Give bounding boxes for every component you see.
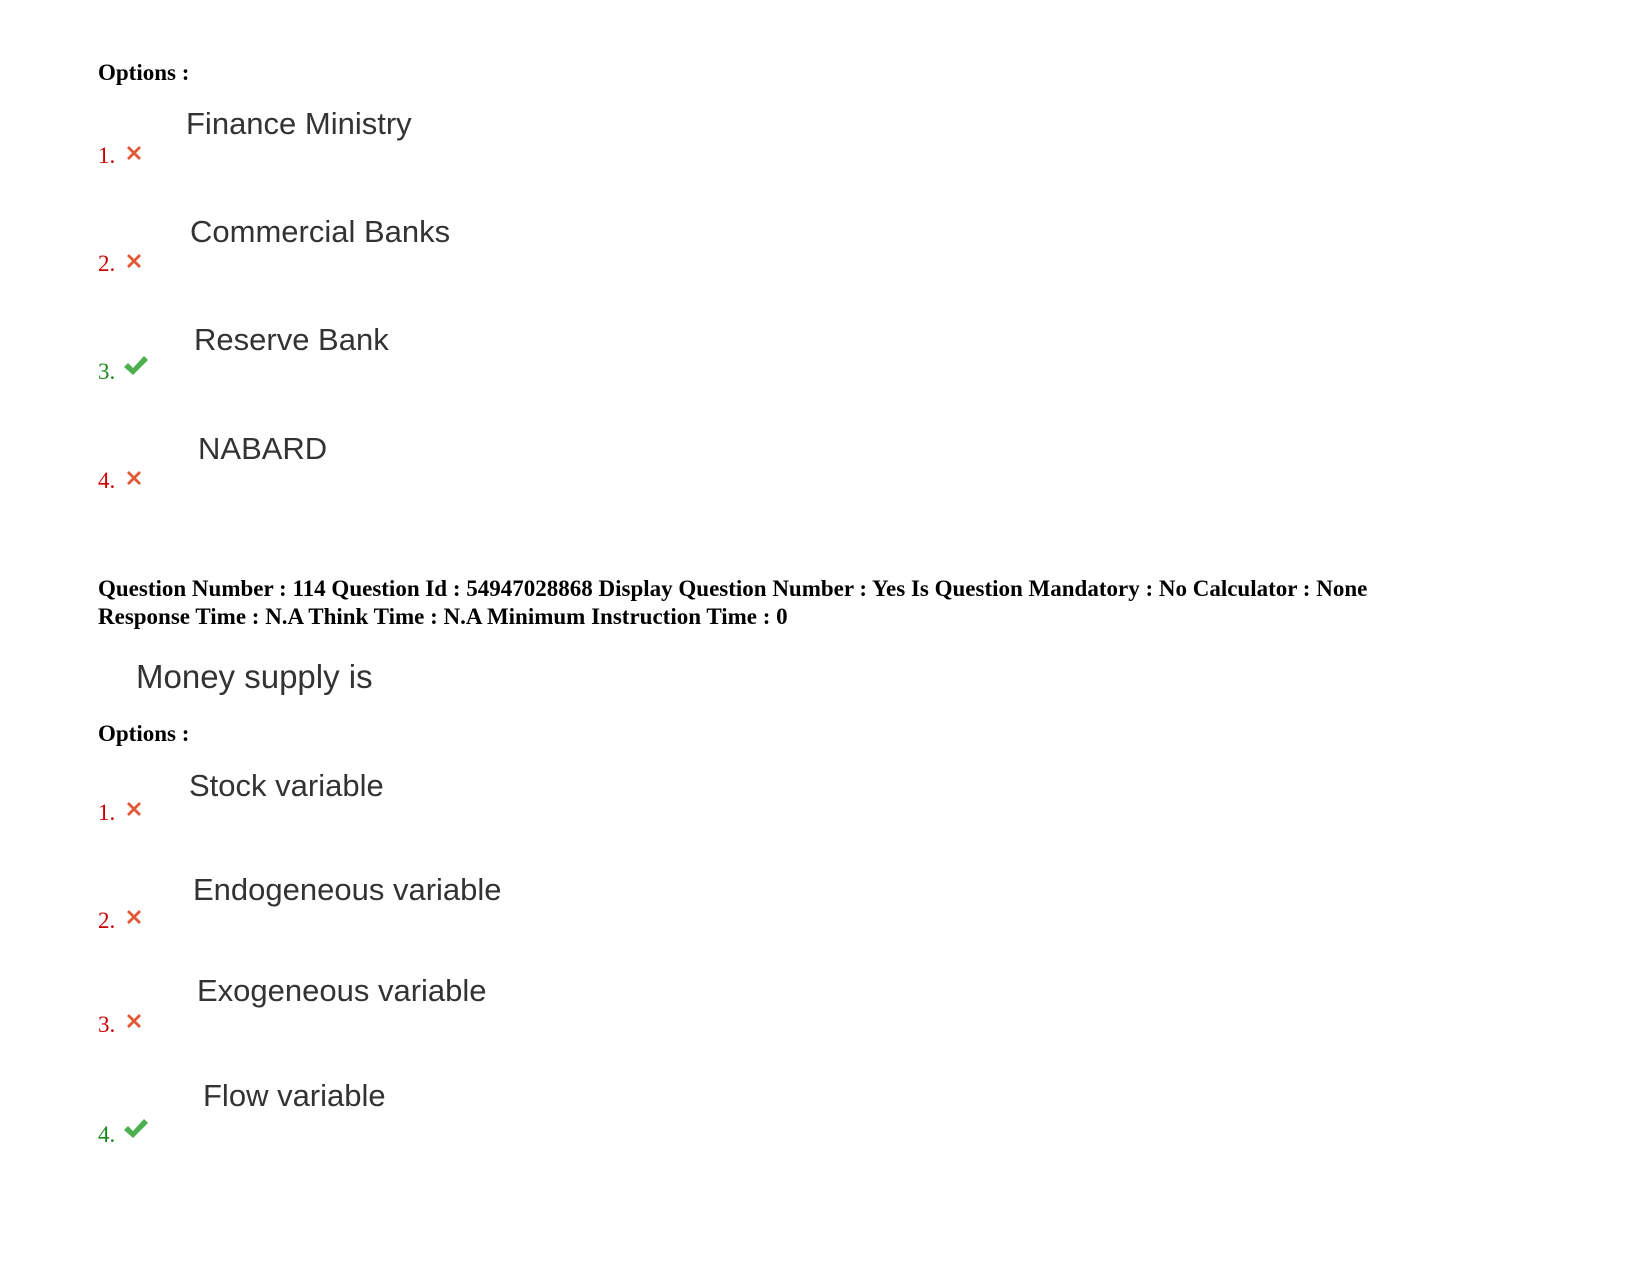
- option-text: Reserve Bank: [194, 322, 389, 357]
- option-number: 1.: [98, 143, 116, 168]
- cross-icon: [122, 141, 146, 165]
- cross-icon: [122, 466, 146, 490]
- option-text: Exogeneous variable: [197, 973, 487, 1008]
- question-meta-line-1: Question Number : 114 Question Id : 54947028868 Display Question Number : Yes Is Question Mandatory : No Calculator : None: [98, 576, 1368, 601]
- option-number: 3.: [98, 1012, 116, 1037]
- cross-icon: [122, 1009, 146, 1033]
- options-label: Options :: [98, 60, 190, 85]
- check-icon: [122, 1116, 150, 1142]
- cross-icon: [122, 797, 146, 821]
- question-text: Money supply is: [136, 658, 373, 695]
- option-text: Stock variable: [189, 768, 384, 803]
- options-label: Options :: [98, 721, 190, 746]
- option-number: 2.: [98, 251, 116, 276]
- option-text: Finance Ministry: [186, 106, 412, 141]
- option-number: 4.: [98, 1122, 116, 1147]
- question-meta-line-2: Response Time : N.A Think Time : N.A Minimum Instruction Time : 0: [98, 604, 788, 629]
- option-text: Endogeneous variable: [193, 872, 502, 907]
- option-number: 2.: [98, 908, 116, 933]
- option-text: NABARD: [198, 431, 328, 466]
- cross-icon: [122, 905, 146, 929]
- option-text: Commercial Banks: [190, 214, 451, 249]
- cross-icon: [122, 249, 146, 273]
- check-icon: [122, 353, 150, 379]
- option-number: 1.: [98, 800, 116, 825]
- option-number: 3.: [98, 359, 116, 384]
- option-number: 4.: [98, 468, 116, 493]
- option-text: Flow variable: [203, 1078, 386, 1113]
